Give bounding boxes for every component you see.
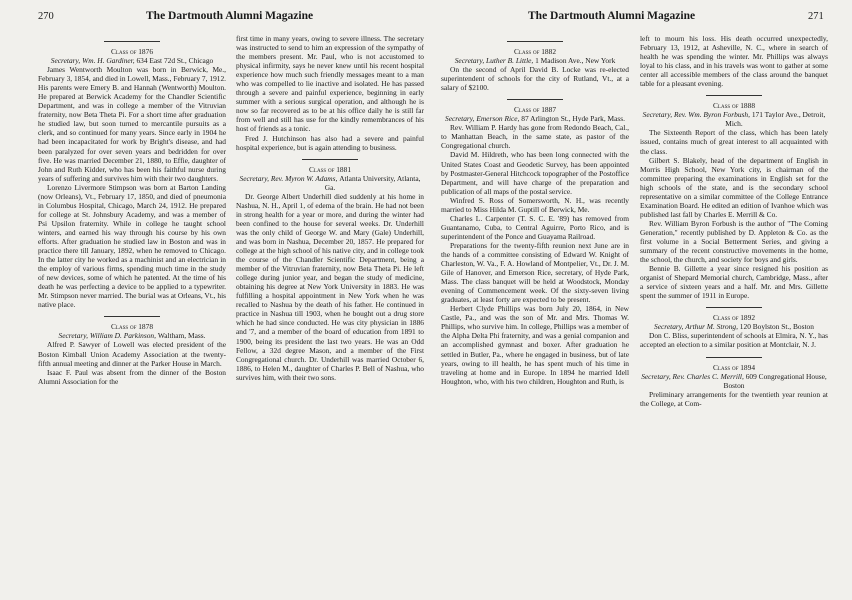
secretary-name: Secretary, Rev. Myron W. Adams, [239, 173, 338, 183]
secretary-name: Secretary, Luther B. Little, [454, 56, 534, 66]
paragraph: Herbert Clyde Phillips was born July 20, 1864, in New Castle, Pa., and was the son of Mr. and Mrs. Thomas W. Phillips, who survive him. In college, Phillips was a member of the Alpha Delta Phi fraternity, and was a genial companion and an accomplished gymnast and boxer. After graduation he settled in Butler, Pa., where he engaged in business, but of late years, owing to ill health, he has spent much of his time in traveling at home and in Europe. In 1894 he married Idell Houghton, who, with his two children, Houghton and Ruth, is [441, 304, 629, 386]
section-divider [104, 41, 160, 42]
class-section [640, 357, 828, 408]
continued-section [236, 34, 424, 152]
class-secretary [236, 174, 424, 192]
class-heading: Class of 1878 [110, 322, 154, 332]
column [640, 34, 828, 408]
paragraph: Rev. William Byron Forbush is the author of "The Coming Generation," recently published by D. Appleton & Co. as the first volume in a Social Betterment Series, and giving a summary of the recent constructive movements in the home, the school, the church, and society for boys and girls. [640, 218, 828, 265]
section-divider [302, 159, 358, 160]
section-divider [706, 307, 762, 308]
class-heading: Class of 1881 [308, 164, 352, 174]
paragraph: Preliminary arrangements for the twentieth year reunion at the College, at Com- [640, 389, 828, 408]
section-divider [104, 316, 160, 317]
paragraph: Bennie B. Gillette a year since resigned his position as organist of Shepard Memorial church, Cambridge, Mass., after a service of sixteen years and a half. Mr. and Mrs. Gillette spent the summer of 1911 in Europe. [640, 264, 828, 301]
class-section [640, 307, 828, 349]
page-number: 271 [808, 11, 824, 22]
paragraph: left to mourn his loss. His death occurred unexpectedly, February 13, 1912, at Asheville, N. C., where in search of health he was spending the winter. Mr. Phillips was always loyal to his class, and in his travels was wont to gather at some center all accessible members of the class around the banquet table for a pleasant evening. [640, 34, 828, 89]
secretary-address: 1 Madison Ave., New York [535, 56, 616, 66]
paragraph: Charles L. Carpenter (T. S. C. E. '89) has removed from Guantanamo, Cuba, to Central Aguirre, Porto Rico, and is superintendent of the Ponce and Guayama Railroad. [441, 213, 629, 241]
class-section [441, 41, 629, 92]
secretary-name: Secretary, Arthur M. Strong, [654, 322, 738, 332]
class-heading: Class of 1876 [110, 47, 154, 56]
class-secretary [38, 56, 226, 65]
secretary-name: Secretary, Emerson Rice, [445, 114, 520, 124]
section-divider [706, 357, 762, 358]
secretary-name: Secretary, Rev. Wm. Byron Forbush, [642, 110, 750, 120]
class-heading: Class of 1892 [712, 313, 756, 323]
right-page [426, 0, 852, 600]
paragraph: Don C. Bliss, superintendent of schools at Elmira, N. Y., has accepted an election to a similar position at Montclair, N. J. [640, 331, 828, 350]
class-section [38, 41, 226, 309]
paragraph: Preparations for the twenty-fifth reunion next June are in the hands of a committee consisting of Edward W. Knight of Charleston, W. Va., F. A. Howland of Montpelier, Vt., Dr. J. M. Gile of Hanover, and Emerson Rice, secretary, of Hyde Park, Mass. The class banquet will be held at Woodstock, Monday evening of Commencement week. Of the sixty-seven living graduates, at least forty are expected to be present. [441, 240, 629, 305]
running-header: The Dartmouth Alumni Magazine [146, 10, 314, 22]
secretary-address: 120 Boylston St., Boston [739, 322, 814, 332]
paragraph: The Sixteenth Report of the class, which has been lately issued, contains much of great interest to all acquainted with the class. [640, 128, 828, 156]
class-heading: Class of 1882 [513, 47, 557, 56]
paragraph: On the second of April David B. Locke was re-elected superintendent of schools for the city of Rutland, Vt., at a salary of $2100. [441, 65, 629, 93]
column [441, 34, 629, 386]
class-secretary [38, 331, 226, 340]
secretary-address: 634 East 72d St., Chicago [136, 56, 214, 66]
column [38, 34, 226, 386]
paragraph: Winfred S. Ross of Somersworth, N. H., was recently married to Miss Hilda M. Guptill of Berwick, Me. [441, 195, 629, 214]
continued-section [640, 34, 828, 88]
secretary-name: Secretary, Rev. Charles C. Merrill, [641, 371, 744, 381]
paragraph: David M. Hildreth, who has been long connected with the United States Coast and Geodetic Survey, has been appointed by Postmaster-General Hitchcock topographer of the Postoffice Department, and will have charge of the preparation and publication of all maps of the postal service. [441, 150, 629, 196]
class-section [38, 316, 226, 385]
paragraph: Lorenzo Livermore Stimpson was born at Barton Landing (now Orleans), Vt., February 17, 1850, and died of pneumonia in Columbus Hospital, Chicago, March 24, 1912. He prepared for college at St. Johnsbury Academy, and was a member of Psi Upsilon fraternity. While in college he taught school winters, and earned his way through his course by his own efforts. After graduation he studied law in Boston and was in practice there till January, 1892, when he removed to Chicago. In the latter city he worked as a machinist and an electrician in the employ of various firms, spending much time in the study of new devices, some of which he patented. At the time of his death he was perfecting a device to be applied to a typewriter. Mr. Stimpson never married. The burial was at Orleans, Vt., his native place. [38, 182, 226, 310]
section-divider [507, 99, 563, 100]
class-secretary [441, 56, 629, 65]
page-number: 270 [38, 11, 54, 22]
class-secretary [640, 372, 828, 390]
paragraph: Fred J. Hutchinson has also had a severe and painful hospital experience, but is again attending to business. [236, 133, 424, 152]
class-section [236, 159, 424, 382]
paragraph: Alfred P. Sawyer of Lowell was elected president of the Boston Kimball Union Academy Association at the twenty-fifth annual meeting and dinner at the Parker House in March. [38, 340, 226, 368]
section-divider [507, 41, 563, 42]
paragraph: first time in many years, owing to severe illness. The secretary was instructed to send to him an expression of the sympathy of the members present. Mr. Paul, who is not accustomed to physical infirmity, says he never knew until his recent hospital experience how much such friendly messages meant to a man who was compelled to lie inactive and isolated. He has passed through a severe and painful experience, beginning in early summer with a serious surgical operation, and although he is now so far recovered as to be at his office daily he is still far from well and still has use for the kindly remembrances of his host of friends as a tonic. [236, 34, 424, 134]
class-heading: Class of 1887 [513, 105, 557, 115]
secretary-address: Atlanta University, Atlanta, Ga. [324, 173, 421, 192]
class-secretary [640, 110, 828, 128]
secretary-address: Waltham, Mass. [157, 331, 206, 341]
section-divider [706, 95, 762, 96]
secretary-name: Secretary, William D. Parkinson, [58, 331, 156, 341]
paragraph: Dr. George Albert Underhill died suddenly at his home in Nashua, N. H., April 1, of edema of the brain. He had not been in strong health for a year or more, and during the winter had been confined to the house for several weeks. Dr. Underhill was the only child of George W. and Mary (Gale) Underhill, and was born in Nashua, December 20, 1857. He prepared for college at the high school of his native city, and in college took the course of the Chandler Scientific Department, being a member of the Vitruvian fraternity, now Beta Theta Pi. He left college during junior year, and began the study of medicine, obtaining his degree at New York University in 1883. He was fulfilling a hospital appointment in New York when he was recalled to Nashua by the death of his father. He continued in practice in Nashua till 1903, when he bought out a drug store which he had since conducted. He was city physician in 1886 and '7, and a member of the board of education from 1891 to 1900, being its president the last two years. He was an Odd Fellow, a 32d degree Mason, and a member of the First Congregational church. Dr. Underhill was married October 6, 1886, to Helen M., daughter of Charles P. Bell of Nashua, who survives him, with their two sons. [236, 191, 424, 382]
secretary-address: 87 Arlington St., Hyde Park, Mass. [521, 114, 625, 124]
class-section [441, 99, 629, 385]
paragraph: James Wentworth Moulton was born in Berwick, Me., February 3, 1854, and died in Lowell, Mass., February 7, 1912. His parents were Emery B. and Hannah (Wentworth) Moulton. He prepared at Berwick Academy for the Chandler Scientific Department, and was in college a member of the Vitruvian fraternity, now Beta Theta Pi. For a short time after graduation he studied law, but soon turned to mercantile pursuits as a clerk, and so continued for many years. Since early in 1904 he had been incapacitated for work by Bright's disease, and had been paralyzed for over seven years and bedridden for over five. He was married December 21, 1880, to Effie, daughter of John and Ruth Kidder, who has been his faithful nurse during years of suffering and survives him with their two daughters. [38, 65, 226, 183]
class-secretary [640, 322, 828, 331]
class-heading: Class of 1894 [712, 362, 756, 372]
class-secretary [441, 114, 629, 123]
paragraph: Isaac F. Paul was absent from the dinner of the Boston Alumni Association for the [38, 367, 226, 386]
paragraph: Rev. William P. Hardy has gone from Redondo Beach, Cal., to Manhattan Beach, in the same state, as pastor of the Congregational church. [441, 123, 629, 151]
secretary-address: 171 Taylor Ave., Detroit, Mich. [725, 110, 826, 129]
class-heading: Class of 1888 [712, 101, 756, 111]
secretary-address: 609 Congregational House, Boston [723, 371, 827, 390]
class-section [640, 95, 828, 300]
paragraph: Gilbert S. Blakely, head of the department of English in Morris High School, New York city, is chairman of the committee preparing the examinations in English set for the high schools of the state, and is the secondary school representative on a similar committee of the College Entrance Examination Board. He edited an edition of Ivanhoe which was published last fall by Charles E. Merrill & Co. [640, 155, 828, 219]
secretary-name: Secretary, Wm. H. Gardiner, [50, 56, 135, 66]
running-header: The Dartmouth Alumni Magazine [528, 10, 696, 22]
column [236, 34, 424, 382]
